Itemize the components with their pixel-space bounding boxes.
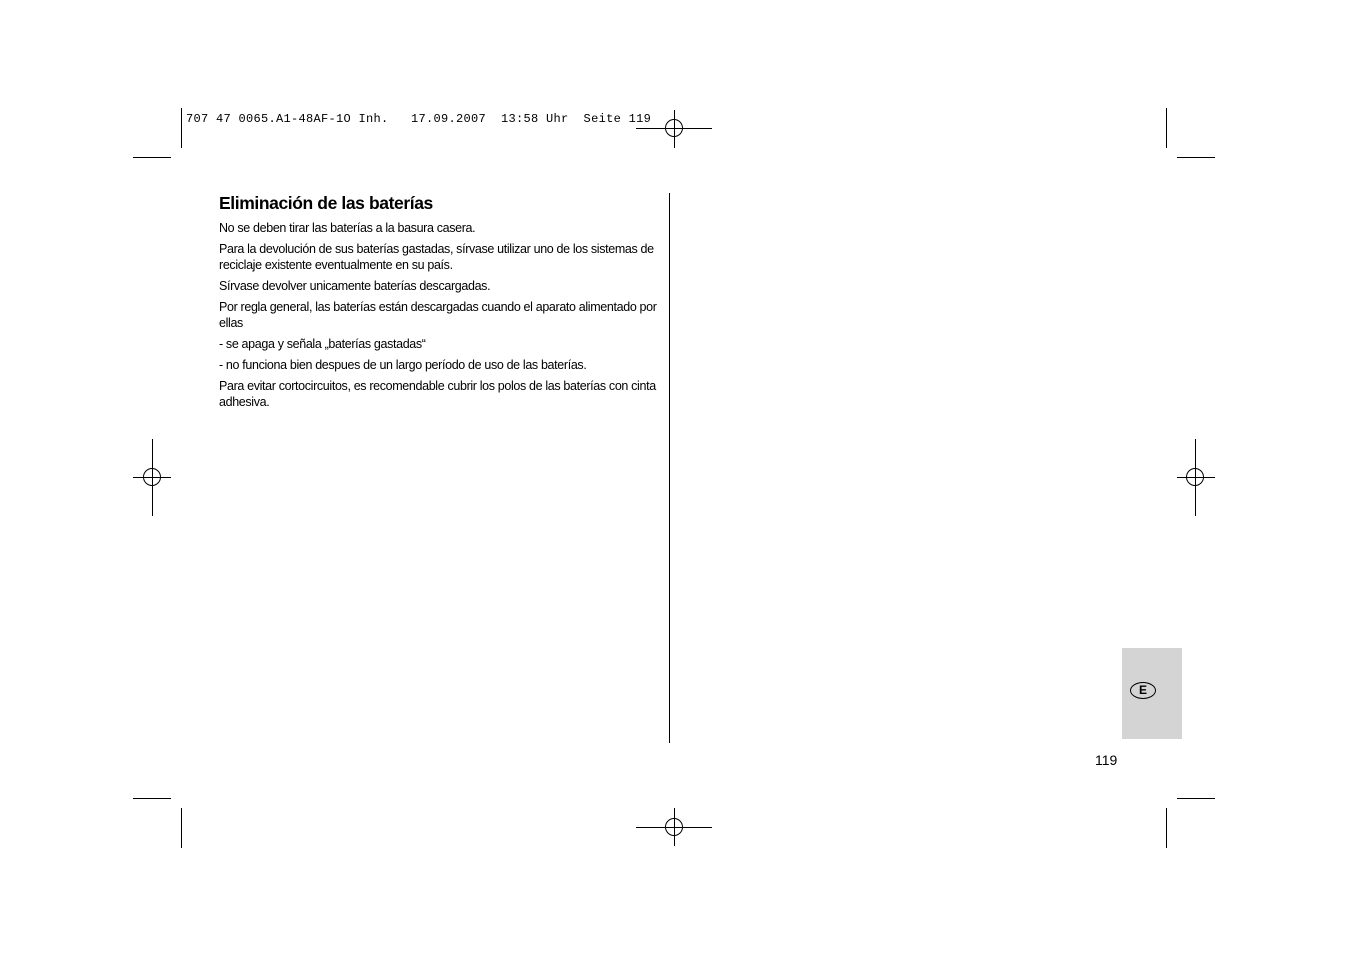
crop-mark: [1166, 808, 1167, 848]
crop-mark: [133, 798, 171, 799]
paragraph: No se deben tirar las baterías a la basura casera.: [219, 221, 476, 235]
list-item: - no funciona bien despues de un largo período de uso de las baterías.: [219, 358, 587, 372]
crop-mark: [1166, 108, 1167, 148]
column-divider: [669, 193, 670, 743]
crop-mark: [181, 108, 182, 148]
list-item: - se apaga y señala „baterías gastadas“: [219, 337, 426, 351]
language-badge: E: [1130, 682, 1156, 699]
crop-mark: [1177, 798, 1215, 799]
section-heading: Eliminación de las baterías: [219, 193, 433, 213]
print-slug: 707 47 0065.A1-48AF-1O Inh. 17.09.2007 13:58 Uhr Seite 119: [186, 112, 652, 126]
page-number: 119: [1095, 752, 1118, 768]
paragraph: Sírvase devolver unicamente baterías descargadas.: [219, 279, 491, 293]
crop-mark: [1177, 157, 1215, 158]
paragraph: Para la devolución de sus baterías gastadas, sírvase utilizar uno de los sistemas de reciclaje existente eventualmente en su país.: [219, 242, 654, 272]
language-tab: [1122, 648, 1182, 739]
crop-mark: [181, 808, 182, 848]
paragraph: Para evitar cortocircuitos, es recomendable cubrir los polos de las baterías con cinta adhesiva.: [219, 379, 656, 409]
battery-disposal-section: [219, 193, 664, 415]
crop-mark: [133, 157, 171, 158]
paragraph: Por regla general, las baterías están descargadas cuando el aparato alimentado por ellas: [219, 300, 657, 330]
